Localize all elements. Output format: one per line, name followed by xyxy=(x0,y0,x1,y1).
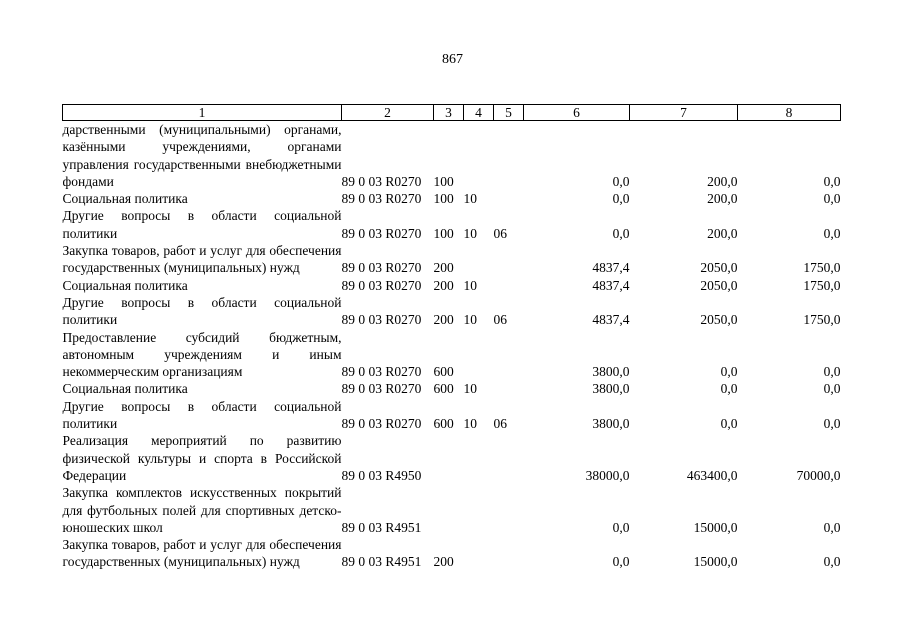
row-name: Закупка товаров, работ и услуг для обеспечения государственных (муниципальных) нужд xyxy=(62,537,342,570)
row-value-2018: 2050,0 xyxy=(700,260,738,276)
row-subsection xyxy=(494,484,524,536)
row-value-2018: 15000,0 xyxy=(693,519,738,535)
row-vr xyxy=(434,432,464,484)
col-header: 3 xyxy=(434,105,464,121)
col-header: 6 xyxy=(524,105,630,121)
row-code: 89 0 03 R0270 xyxy=(341,260,422,276)
row-value-2018: 2050,0 xyxy=(700,277,738,293)
row-name: Другие вопросы в области социальной политики xyxy=(62,208,342,241)
row-value-2018: 200,0 xyxy=(707,225,738,241)
row-vr: 200 xyxy=(433,312,454,328)
row-value-2019: 1750,0 xyxy=(803,277,841,293)
row-value-2019: 0,0 xyxy=(823,173,841,189)
row-value-2017: 0,0 xyxy=(612,225,630,241)
row-name: Другие вопросы в области социальной политики xyxy=(62,398,342,432)
row-section xyxy=(464,536,494,571)
row-name: Реализация мероприятий по развитию физической культуры и спорта в Российской Федерации xyxy=(62,433,342,483)
row-value-2017: 0,0 xyxy=(612,554,630,570)
row-code: 89 0 03 R0270 xyxy=(341,277,422,293)
row-code: 89 0 03 R0270 xyxy=(341,416,422,432)
row-subsection xyxy=(494,380,524,397)
row-value-2017: 0,0 xyxy=(612,519,630,535)
row-value-2019: 0,0 xyxy=(823,364,841,380)
row-value-2018: 0,0 xyxy=(720,364,738,380)
row-vr: 600 xyxy=(433,416,454,432)
row-value-2017: 3800,0 xyxy=(592,416,630,432)
row-subsection xyxy=(494,277,524,294)
row-code: 89 0 03 R4950 xyxy=(341,467,422,483)
table-row xyxy=(63,484,841,536)
row-code: 89 0 03 R0270 xyxy=(341,191,422,207)
row-section xyxy=(464,484,494,536)
row-section xyxy=(464,121,494,191)
col-header: 2 xyxy=(342,105,434,121)
row-subsection xyxy=(494,329,524,381)
row-value-2017: 4837,4 xyxy=(592,260,630,276)
row-value-2019: 0,0 xyxy=(823,381,841,397)
row-code: 89 0 03 R0270 xyxy=(341,364,422,380)
row-code: 89 0 03 R0270 xyxy=(341,312,422,328)
row-section: 10 xyxy=(463,312,477,328)
row-value-2018: 200,0 xyxy=(707,173,738,189)
row-value-2018: 463400,0 xyxy=(686,467,738,483)
row-value-2017: 3800,0 xyxy=(592,364,630,380)
row-value-2018: 0,0 xyxy=(720,381,738,397)
table-row xyxy=(63,121,841,191)
row-subsection xyxy=(494,536,524,571)
row-section xyxy=(464,432,494,484)
row-section: 10 xyxy=(463,381,477,397)
row-section: 10 xyxy=(463,416,477,432)
row-name: Социальная политика xyxy=(62,277,188,293)
row-value-2017: 0,0 xyxy=(612,191,630,207)
table-body xyxy=(63,121,841,571)
row-vr xyxy=(434,484,464,536)
row-subsection xyxy=(494,190,524,207)
row-name: Предоставление субсидий бюджетным, автономным учреждениям и иным некоммерческим организациям xyxy=(62,329,342,380)
row-vr: 200 xyxy=(433,554,454,570)
row-section xyxy=(464,329,494,381)
col-header: 4 xyxy=(464,105,494,121)
row-subsection: 06 xyxy=(493,312,507,328)
table-row xyxy=(63,432,841,484)
row-value-2019: 0,0 xyxy=(823,225,841,241)
row-value-2017: 0,0 xyxy=(612,173,630,189)
row-value-2019: 1750,0 xyxy=(803,260,841,276)
row-value-2019: 70000,0 xyxy=(796,467,841,483)
row-value-2018: 200,0 xyxy=(707,191,738,207)
row-name: дарственными (муниципальными) органами, казёнными учреждениями, органами управления государственными внебюджетными фондами xyxy=(62,122,342,189)
table-row xyxy=(63,242,841,277)
row-name: Другие вопросы в области социальной политики xyxy=(62,294,342,328)
budget-table xyxy=(62,104,841,571)
table-row xyxy=(63,207,841,242)
row-value-2019: 0,0 xyxy=(823,519,841,535)
row-name: Закупка товаров, работ и услуг для обеспечения государственных (муниципальных) нужд xyxy=(62,243,342,276)
row-value-2018: 15000,0 xyxy=(693,554,738,570)
row-value-2019: 0,0 xyxy=(823,191,841,207)
table-row xyxy=(63,398,841,433)
table-row xyxy=(63,329,841,381)
table-row xyxy=(63,536,841,571)
table-row xyxy=(63,380,841,397)
row-subsection: 06 xyxy=(493,416,507,432)
row-value-2018: 2050,0 xyxy=(700,312,738,328)
row-value-2017: 38000,0 xyxy=(585,467,630,483)
row-code: 89 0 03 R4951 xyxy=(341,554,422,570)
table-row xyxy=(63,190,841,207)
row-vr: 200 xyxy=(433,277,454,293)
row-value-2017: 4837,4 xyxy=(592,277,630,293)
row-code: 89 0 03 R4951 xyxy=(341,519,422,535)
row-subsection xyxy=(494,121,524,191)
col-header: 8 xyxy=(738,105,841,121)
row-value-2019: 1750,0 xyxy=(803,312,841,328)
col-header: 5 xyxy=(494,105,524,121)
row-value-2019: 0,0 xyxy=(823,416,841,432)
row-code: 89 0 03 R0270 xyxy=(341,225,422,241)
table-row xyxy=(63,294,841,329)
row-vr: 600 xyxy=(433,364,454,380)
header-row xyxy=(63,105,841,121)
row-subsection: 06 xyxy=(493,225,507,241)
row-code: 89 0 03 R0270 xyxy=(341,173,422,189)
row-section: 10 xyxy=(463,277,477,293)
row-subsection xyxy=(494,242,524,277)
row-subsection xyxy=(494,432,524,484)
row-vr: 600 xyxy=(433,381,454,397)
row-name: Закупка комплектов искусственных покрытий для футбольных полей для спортивных детско-юношеских школ xyxy=(62,485,342,535)
row-vr: 200 xyxy=(433,260,454,276)
page-number: 867 xyxy=(442,52,463,67)
row-vr: 100 xyxy=(433,191,454,207)
col-header: 7 xyxy=(630,105,738,121)
table-row xyxy=(63,277,841,294)
row-code: 89 0 03 R0270 xyxy=(341,381,422,397)
row-name: Социальная политика xyxy=(62,381,188,397)
row-section: 10 xyxy=(463,225,477,241)
row-section xyxy=(464,242,494,277)
row-vr: 100 xyxy=(433,173,454,189)
row-name: Социальная политика xyxy=(62,191,188,207)
col-header: 1 xyxy=(63,105,342,121)
row-value-2019: 0,0 xyxy=(823,554,841,570)
row-value-2017: 3800,0 xyxy=(592,381,630,397)
row-section: 10 xyxy=(463,191,477,207)
row-value-2018: 0,0 xyxy=(720,416,738,432)
row-vr: 100 xyxy=(433,225,454,241)
row-value-2017: 4837,4 xyxy=(592,312,630,328)
